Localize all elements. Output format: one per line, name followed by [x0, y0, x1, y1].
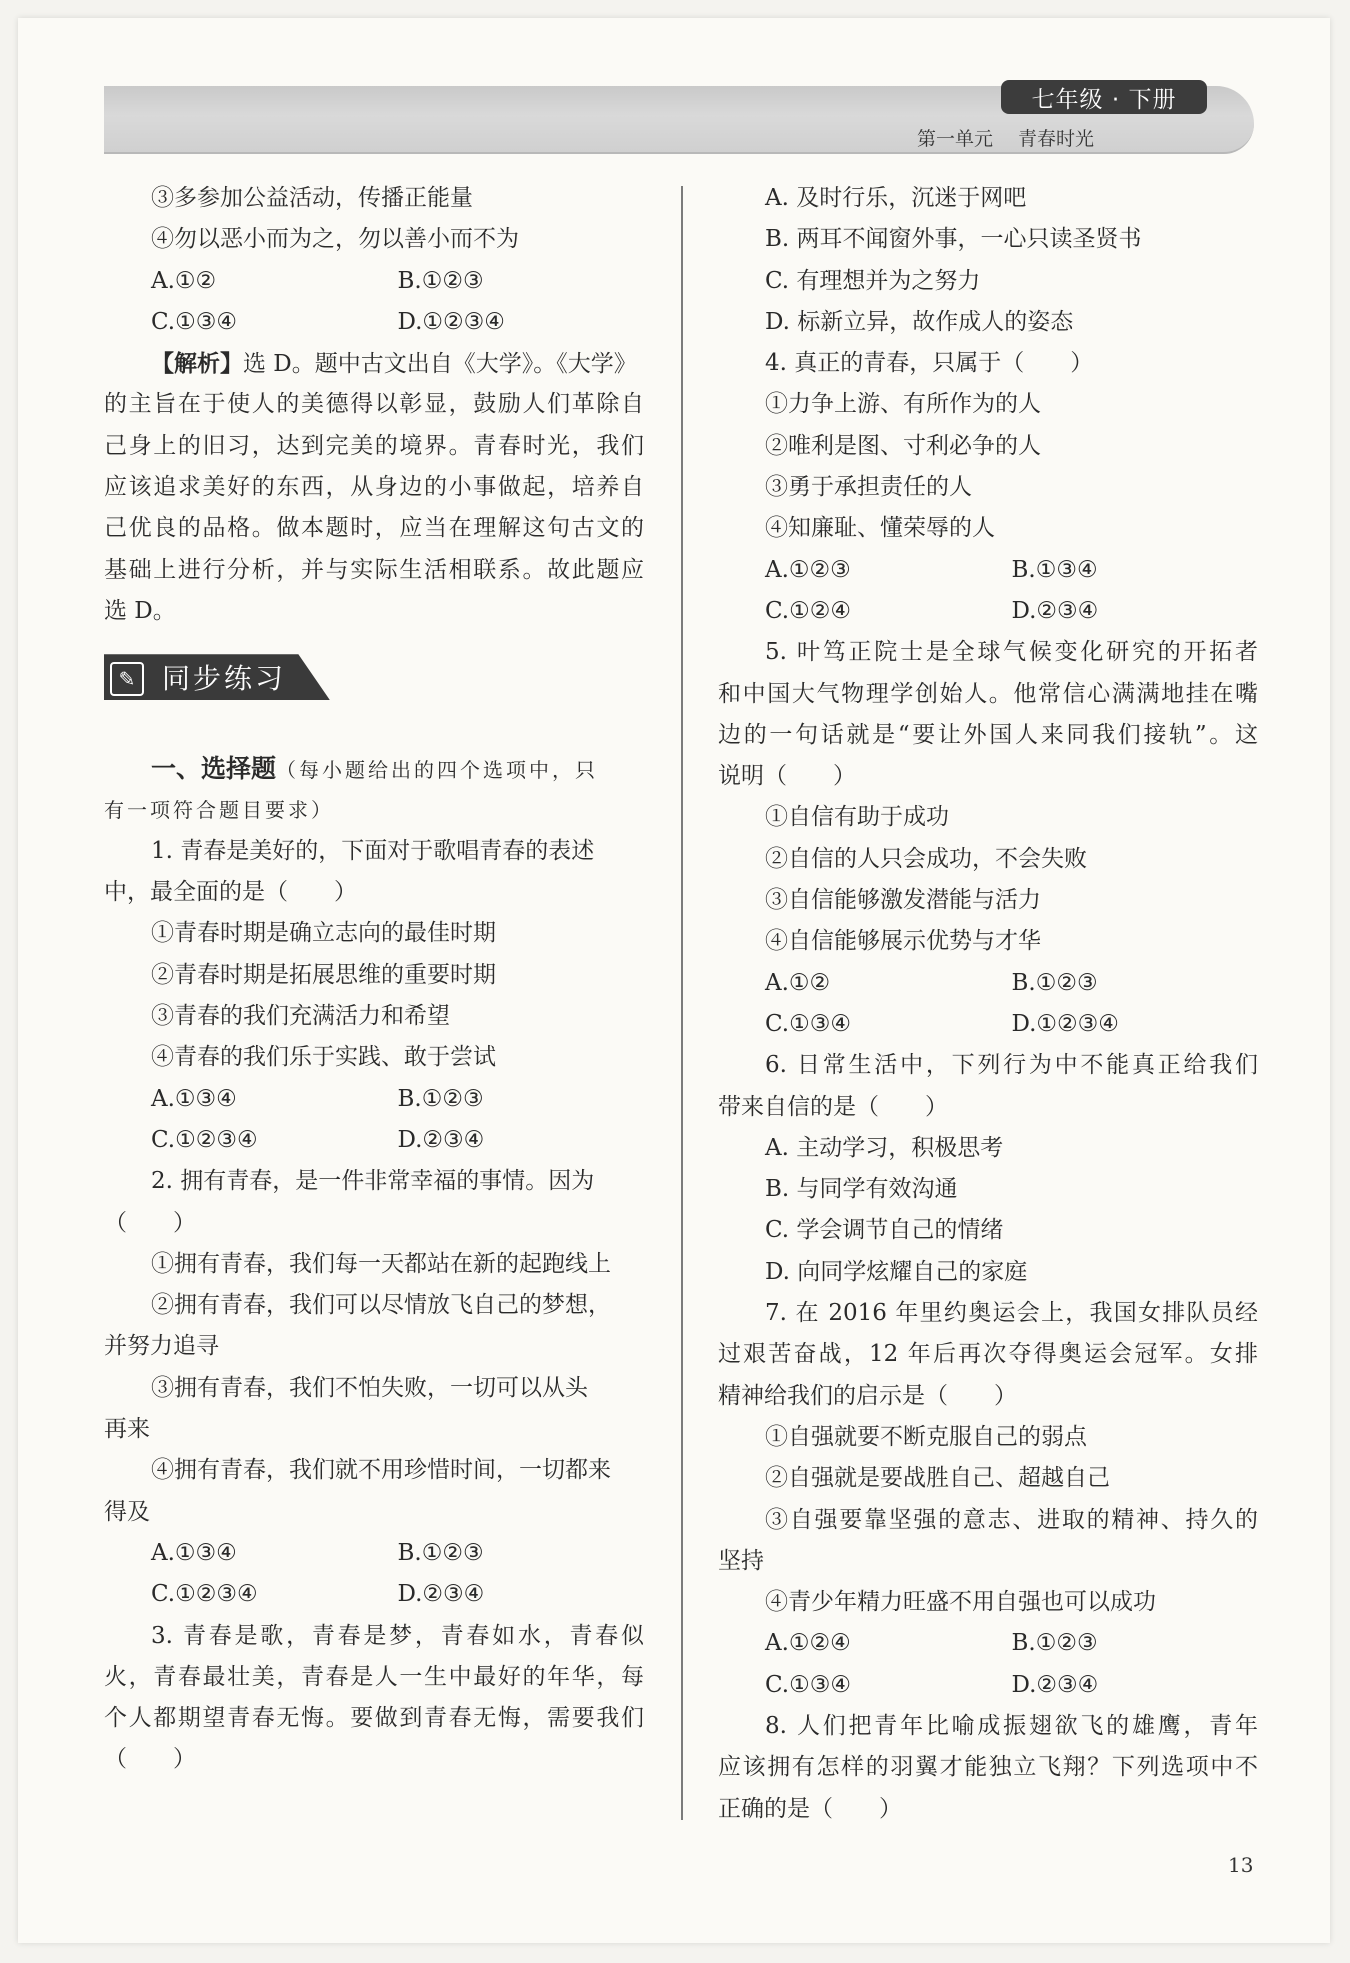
choice-a: A.①③④	[151, 1085, 237, 1112]
option-line: D. 标新立异，故作成人的姿态	[765, 308, 1074, 335]
section-title: 一、选择题	[151, 754, 277, 784]
section-note: （每小题给出的四个选项中，只	[276, 758, 599, 783]
option-line: ②唯利是图、寸利必争的人	[765, 432, 1041, 459]
right-column	[718, 178, 1258, 1830]
section-banner	[104, 654, 644, 704]
option-line: ①力争上游、有所作为的人	[765, 391, 1041, 418]
choice-d: D.②③④	[1011, 597, 1099, 624]
question-stem: （ ）	[104, 1746, 196, 1773]
question-stem: 和中国大气物理学创始人。他常信心满满地挂在嘴	[718, 680, 1258, 707]
option-line: ④勿以恶小而为之，勿以善小而不为	[151, 226, 519, 253]
option-line: ①自信有助于成功	[765, 804, 949, 831]
option-line: ②自信的人只会成功，不会失败	[765, 845, 1087, 872]
question-stem: 中，最全面的是（ ）	[104, 879, 357, 906]
question-stem: 5. 叶笃正院士是全球气候变化研究的开拓者	[765, 639, 1258, 666]
option-line: ①自强就要不断克服自己的弱点	[765, 1423, 1087, 1450]
option-line: D. 向同学炫耀自己的家庭	[765, 1258, 1028, 1285]
choice-b: B.①②③	[397, 1539, 484, 1566]
choice-row	[718, 591, 1258, 632]
choice-a: A.①②	[151, 267, 217, 294]
analysis-label: 【解析】	[151, 350, 243, 378]
question-stem: 应该拥有怎样的羽翼才能独立飞翔？下列选项中不	[718, 1754, 1258, 1781]
question-stem: 1. 青春是美好的，下面对于歌唱青春的表述	[151, 837, 595, 864]
choice-row	[718, 1665, 1258, 1706]
choice-a: A.①②	[765, 969, 831, 996]
choice-a: A.①②③	[765, 556, 851, 583]
option-line: B. 与同学有效沟通	[765, 1176, 958, 1203]
choice-c: C.①②④	[765, 597, 851, 624]
option-line: A. 及时行乐，沉迷于网吧	[765, 185, 1027, 211]
banner-title: 同步练习	[162, 662, 287, 696]
choice-c: C.①③④	[765, 1671, 851, 1698]
option-line: C. 有理想并为之努力	[765, 267, 981, 294]
choice-b: B.①②③	[397, 1085, 484, 1112]
question-stem: 3. 青春是歌，青春是梦，青春如水，青春似	[151, 1622, 644, 1649]
choice-d: D.①②③④	[1011, 1010, 1119, 1037]
choice-b: B.①②③	[1011, 969, 1098, 996]
question-stem: 2. 拥有青春，是一件非常幸福的事情。因为	[151, 1168, 595, 1195]
analysis-line: 应该追求美好的东西，从身边的小事做起，培养自	[104, 474, 644, 501]
choice-a: A.①③④	[151, 1539, 237, 1566]
question-stem: 带来自信的是（ ）	[718, 1093, 948, 1120]
unit-title: 第一单元 青春时光	[917, 128, 1095, 150]
option-line: ③自信能够激发潜能与活力	[765, 887, 1041, 914]
option-line: ③拥有青春，我们不怕失败，一切可以从头	[151, 1374, 588, 1401]
choice-row	[104, 1120, 644, 1161]
option-line: 坚持	[718, 1547, 764, 1574]
option-line: ④自信能够展示优势与才华	[765, 928, 1041, 955]
choice-row	[104, 1574, 644, 1615]
analysis-line: 基础上进行分析，并与实际生活相联系。故此题应	[104, 556, 644, 583]
option-line: A. 主动学习，积极思考	[765, 1134, 1004, 1161]
question-stem: 说明（ ）	[718, 763, 856, 790]
choice-c: C.①②③④	[151, 1581, 258, 1608]
question-stem: 4. 真正的青春，只属于（ ）	[765, 350, 1094, 377]
analysis-line: 【解析】选 D。题中古文出自《大学》。《大学》	[151, 350, 637, 378]
choice-c: C.①③④	[765, 1010, 851, 1037]
choice-c: C.①②③④	[151, 1126, 258, 1153]
question-stem: 精神给我们的启示是（ ）	[718, 1382, 1017, 1409]
question-stem: 过艰苦奋战，12 年后再次夺得奥运会冠军。女排	[718, 1341, 1258, 1368]
question-stem: 6. 日常生活中，下列行为中不能真正给我们	[765, 1052, 1258, 1079]
option-line: B. 两耳不闻窗外事，一心只读圣贤书	[765, 226, 1142, 253]
choice-b: B.①③④	[1011, 556, 1098, 583]
option-line: 再来	[104, 1416, 150, 1443]
option-line: ④青少年精力旺盛不用自强也可以成功	[765, 1589, 1156, 1616]
option-line: ②青春时期是拓展思维的重要时期	[151, 961, 496, 988]
section-heading	[104, 748, 644, 789]
left-column	[104, 178, 644, 1781]
choice-d: D.②③④	[397, 1126, 485, 1153]
choice-d: D.①②③④	[397, 308, 505, 335]
question-stem: 火，青春最壮美，青春是人一生中最好的年华，每	[104, 1663, 644, 1690]
option-line: ④知廉耻、懂荣辱的人	[765, 515, 995, 542]
option-line: C. 学会调节自己的情绪	[765, 1217, 1004, 1244]
page-number: 13	[1228, 1853, 1254, 1877]
choice-b: B.①②③	[397, 267, 484, 294]
choice-c: C.①③④	[151, 308, 237, 335]
option-line: ③青春的我们充满活力和希望	[151, 1003, 450, 1030]
column-divider	[681, 186, 683, 1820]
choice-row	[104, 1079, 644, 1120]
option-line: 并努力追寻	[104, 1333, 219, 1360]
option-line: 得及	[104, 1498, 150, 1525]
option-line: ④拥有青春，我们就不用珍惜时间，一切都来	[151, 1457, 611, 1484]
choice-d: D.②③④	[397, 1581, 485, 1608]
choice-row	[718, 1004, 1258, 1045]
choice-row	[718, 550, 1258, 591]
section-note-cont: 有一项符合题目要求）	[104, 797, 334, 822]
analysis-line: 的主旨在于使人的美德得以彰显，鼓励人们革除自	[104, 391, 644, 418]
choice-row	[104, 302, 644, 343]
analysis-line: 选 D。	[104, 597, 176, 624]
option-line: ①拥有青春，我们每一天都站在新的起跑线上	[151, 1250, 611, 1277]
option-line: ①青春时期是确立志向的最佳时期	[151, 920, 496, 947]
question-stem: （ ）	[104, 1209, 196, 1236]
choice-b: B.①②③	[1011, 1630, 1098, 1657]
grade-tab: 七年级 · 下册	[1001, 80, 1207, 114]
analysis-line: 己身上的旧习，达到完美的境界。青春时光，我们	[104, 432, 644, 459]
pencil-icon: ✎	[110, 662, 144, 696]
option-line: ③勇于承担责任的人	[765, 474, 972, 501]
question-stem: 正确的是（ ）	[718, 1795, 902, 1822]
choice-a: A.①②④	[765, 1630, 851, 1657]
analysis-line: 己优良的品格。做本题时，应当在理解这句古文的	[104, 515, 644, 542]
option-line: ③自强要靠坚强的意志、进取的精神、持久的	[765, 1506, 1258, 1533]
option-line: ②拥有青春，我们可以尽情放飞自己的梦想，	[151, 1292, 611, 1319]
option-line: ②自强就是要战胜自己、超越自己	[765, 1465, 1110, 1492]
question-stem: 个人都期望青春无悔。要做到青春无悔，需要我们	[104, 1705, 644, 1732]
choice-row	[718, 963, 1258, 1004]
option-line: ④青春的我们乐于实践、敢于尝试	[151, 1044, 496, 1071]
choice-row	[718, 1623, 1258, 1664]
choice-d: D.②③④	[1011, 1671, 1099, 1698]
choice-row	[104, 261, 644, 302]
question-stem: 7. 在 2016 年里约奥运会上，我国女排队员经	[765, 1300, 1258, 1327]
choice-row	[104, 1533, 644, 1574]
question-stem: 边的一句话就是“要让外国人来同我们接轨”。这	[718, 721, 1258, 748]
question-stem: 8. 人们把青年比喻成振翅欲飞的雄鹰，青年	[765, 1712, 1258, 1739]
option-line: ③多参加公益活动，传播正能量	[151, 185, 473, 211]
